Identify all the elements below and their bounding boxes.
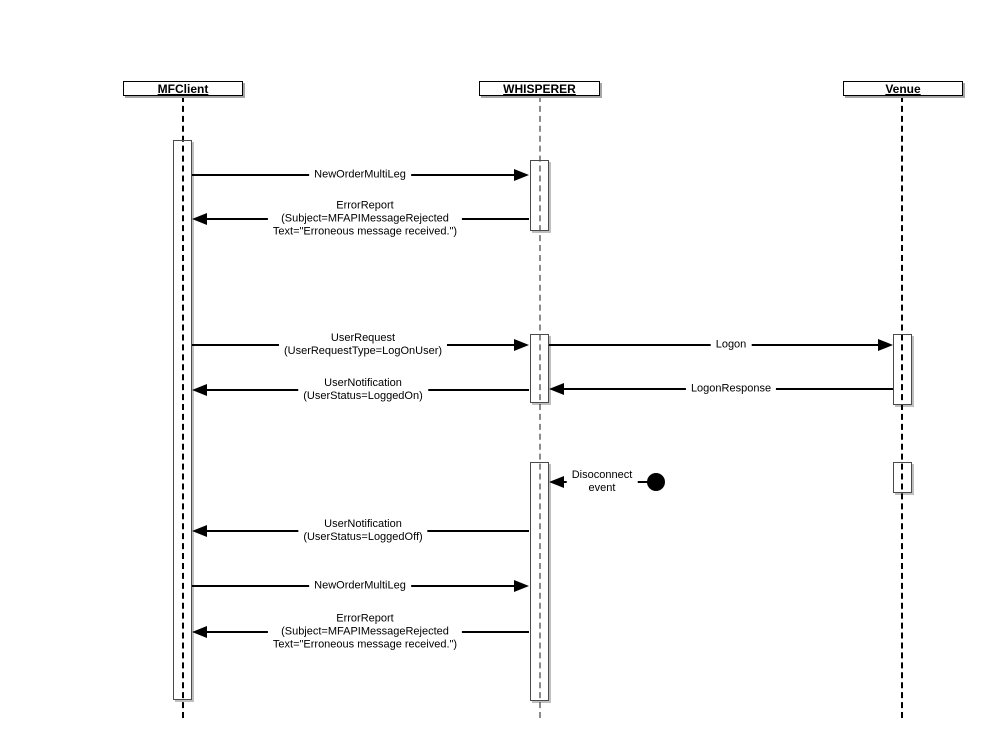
message-label-disconnect-event: Disoconnect event xyxy=(567,469,638,495)
arrowhead-right-icon xyxy=(878,339,893,351)
activation-mfclient xyxy=(173,140,192,700)
message-label-user-notification-off: UserNotification (UserStatus=LoggedOff) xyxy=(298,518,427,544)
activation-venue-1 xyxy=(893,334,912,405)
actor-box-whisperer xyxy=(479,81,600,96)
message-label-logon-response: LogonResponse xyxy=(686,383,776,396)
actor-label-mfclient: MFClient xyxy=(157,81,209,96)
message-label-new-order-1: NewOrderMultiLeg xyxy=(309,169,411,182)
activation-whisperer-3 xyxy=(530,462,549,701)
actor-box-venue xyxy=(843,81,963,96)
message-label-error-report-1: ErrorReport (Subject=MFAPIMessageRejected Text="Erroneous message received.") xyxy=(268,200,462,239)
message-label-new-order-2: NewOrderMultiLeg xyxy=(309,580,411,593)
arrowhead-left-icon xyxy=(549,383,564,395)
arrowhead-right-icon xyxy=(514,339,529,351)
actor-box-mfclient xyxy=(123,81,243,96)
arrowhead-left-icon xyxy=(192,213,207,225)
message-label-user-request: UserRequest (UserRequestType=LogOnUser) xyxy=(279,332,447,358)
message-label-error-report-2: ErrorReport (Subject=MFAPIMessageRejected Text="Erroneous message received.") xyxy=(268,613,462,652)
arrowhead-right-icon xyxy=(514,169,529,181)
arrowhead-left-icon xyxy=(192,626,207,638)
arrowhead-left-icon xyxy=(549,476,564,488)
arrowhead-left-icon xyxy=(192,384,207,396)
activation-whisperer-2 xyxy=(530,334,549,403)
message-label-logon: Logon xyxy=(711,339,752,352)
activation-whisperer-1 xyxy=(530,160,549,231)
arrowhead-left-icon xyxy=(192,525,207,537)
actor-label-venue: Venue xyxy=(885,81,921,96)
activation-venue-2 xyxy=(893,462,912,493)
arrowhead-right-icon xyxy=(514,580,529,592)
lifeline-venue xyxy=(901,96,903,718)
actor-label-whisperer: WHISPERER xyxy=(503,81,576,96)
disconnect-event-dot-icon xyxy=(647,473,665,491)
message-label-user-notification-on: UserNotification (UserStatus=LoggedOn) xyxy=(298,377,428,403)
